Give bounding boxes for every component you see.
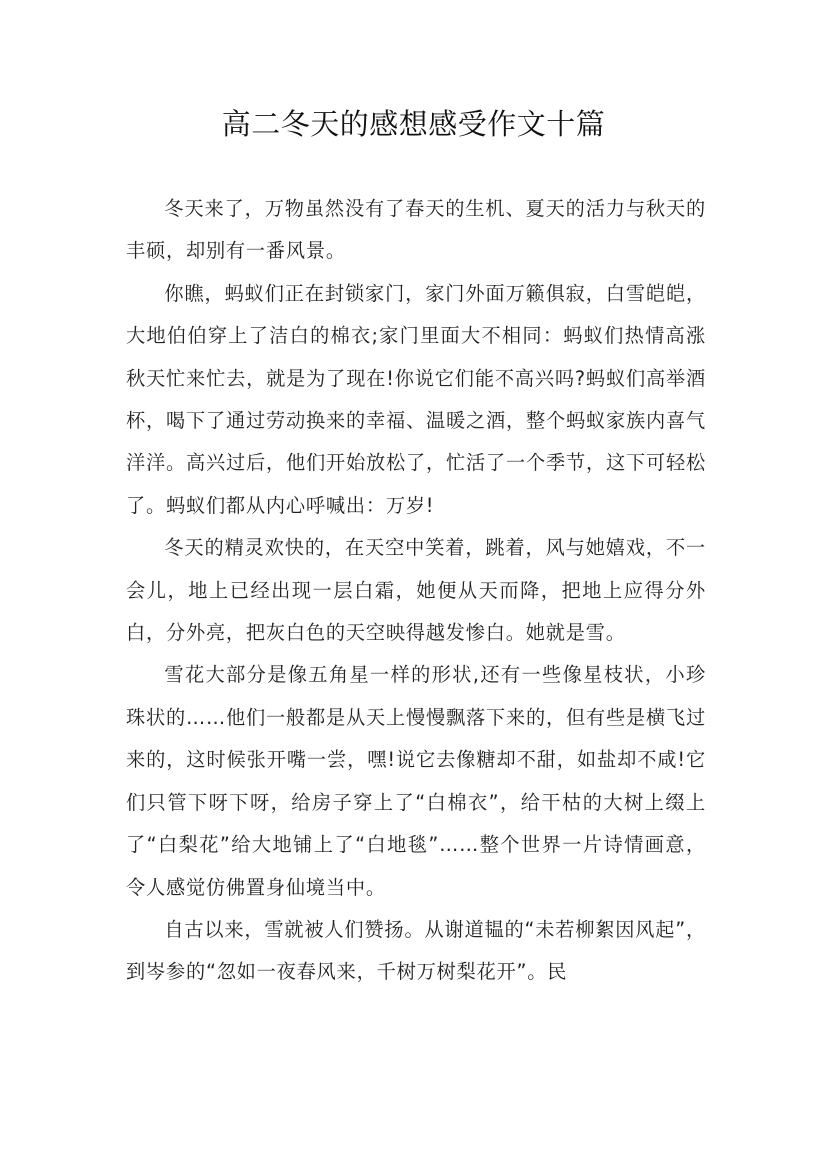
paragraph: 冬天的精灵欢快的，在天空中笑着，跳着，风与她嬉戏，不一会儿，地上已经出现一层白霜，她便从天而降，把地上应得分外白，分外亮，把灰白色的天空映得越发惨白。她就是雪。 — [126, 536, 706, 645]
paragraph: 你瞧，蚂蚁们正在封锁家门，家门外面万籁俱寂，白雪皑皑，大地伯伯穿上了洁白的棉衣;家门里面大不相同：蚂蚁们热情高涨秋天忙来忙去，就是为了现在!你说它们能不高兴吗?蚂蚁们高举酒杯，喝下了通过劳动换来的幸福、温暖之酒，整个蚂蚁家族内喜气洋洋。高兴过后，他们开始放松了，忙活了一个季节，这下可轻松了。蚂蚁们都从内心呼喊出：万岁! — [126, 281, 706, 517]
paragraph: 冬天来了，万物虽然没有了春天的生机、夏天的活力与秋天的丰硕，却别有一番风景。 — [126, 197, 706, 263]
paragraph: 雪花大部分是像五角星一样的形状,还有一些像星枝状，小珍珠状的……他们一般都是从天上慢慢飘落下来的，但有些是横飞过来的，这时候张开嘴一尝，嘿!说它去像糖却不甜，如盐却不咸!它们只管下呀下呀，给房子穿上了“白棉衣”，给干枯的大树上缀上了“白梨花”给大地铺上了“白地毯”……整个世界一片诗情画意，令人感觉仿佛置身仙境当中。 — [126, 663, 706, 899]
paragraph: 自古以来，雪就被人们赞扬。从谢道韫的“未若柳絮因风起”，到岑参的“忽如一夜春风来，千树万树梨花开”。民 — [126, 917, 706, 984]
document-body — [126, 188, 706, 994]
document-title: 高二冬天的感想感受作文十篇 — [221, 107, 606, 141]
